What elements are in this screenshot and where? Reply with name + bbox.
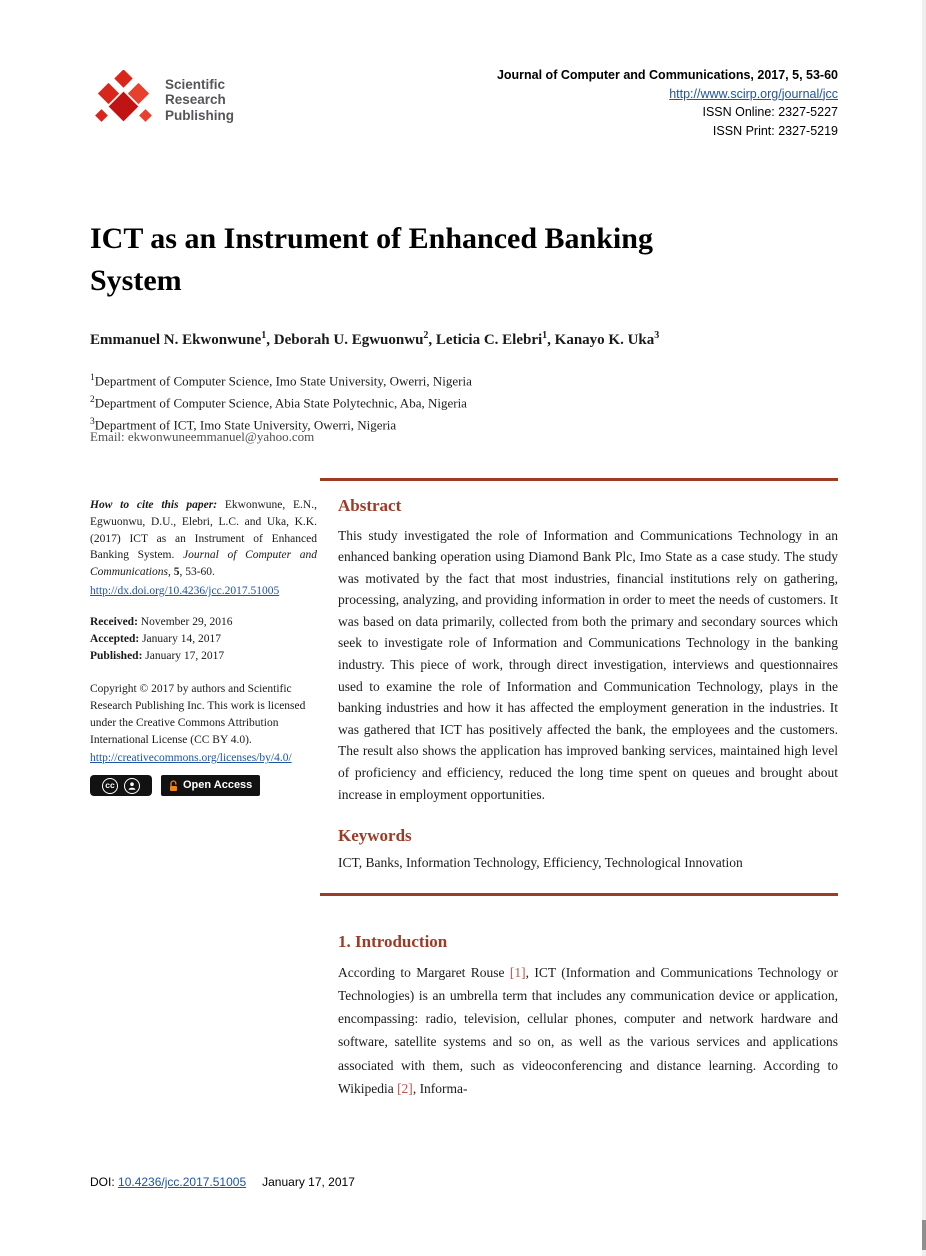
published-date: Published: January 17, 2017 — [90, 650, 225, 663]
footer-doi-link[interactable]: 10.4236/jcc.2017.51005 — [118, 1175, 247, 1189]
publication-date: January 17, 2017 — [262, 1175, 355, 1189]
doi-link[interactable]: http://dx.doi.org/10.4236/jcc.2017.51005 — [90, 584, 280, 597]
publisher-logo — [92, 70, 234, 130]
dates-block — [90, 614, 317, 665]
journal-url-link[interactable]: http://www.scirp.org/journal/jcc — [669, 86, 838, 101]
cc-icon: cc — [102, 778, 118, 794]
doi-label: DOI: — [90, 1175, 119, 1189]
author: Kanayo K. Uka$^3$ — [554, 330, 660, 348]
scrollbar-track[interactable] — [922, 0, 926, 1256]
citation-ref-2[interactable]: [2] — [397, 1080, 413, 1096]
open-lock-icon — [169, 780, 178, 792]
cc-license-link[interactable]: http://creativecommons.org/licenses/by/4.0/ — [90, 752, 292, 765]
affiliation: $^2$Department of Computer Science, Abia State Polytechnic, Aba, Nigeria — [90, 394, 467, 411]
accepted-date: Accepted: January 14, 2017 — [90, 633, 221, 646]
author-list — [90, 330, 659, 349]
article-title: ICT as an Instrument of Enhanced Banking System — [90, 222, 653, 298]
introduction-paragraph: According to Margaret Rouse [1], ICT (Information and Communications Technology or Technologies) is an umbrella term that includes any communication device or application, encompassing: radio, television, cellular phones, computer and network hardware and software, satellite systems and so on, as well as the various services and applications associated with them, such as videoconferencing and distance learning. According to Wikipedia [2], Informa- — [338, 964, 838, 1096]
journal-header-info — [497, 66, 838, 140]
issn-online: ISSN Online: 2327-5227 — [702, 105, 838, 119]
author: Leticia C. Elebri$^1$, — [435, 330, 555, 348]
affiliation-list — [90, 369, 472, 434]
section-rule-bottom — [320, 893, 838, 896]
publisher-logo-text — [165, 77, 234, 124]
logo-line: Scientific — [165, 76, 226, 92]
journal-citation-line: Journal of Computer and Communications, 2017, 5, 53-60 — [496, 68, 838, 82]
logo-line: Research — [165, 92, 226, 108]
citation-ref-1[interactable]: [1] — [509, 964, 526, 980]
abstract-heading: Abstract — [338, 495, 402, 515]
introduction-heading: 1. Introduction — [338, 931, 448, 951]
affiliation: $^3$Department of ICT, Imo State University, Owerri, Nigeria — [90, 416, 397, 432]
affiliation: $^1$Department of Computer Science, Imo State University, Owerri, Nigeria — [90, 373, 472, 389]
srp-diamonds-icon — [92, 70, 154, 130]
open-access-badge[interactable]: Open Access — [161, 775, 260, 796]
scrollbar-thumb[interactable] — [922, 1220, 926, 1250]
how-to-cite-block: How to cite this paper: Ekwonwune, E.N., Egwuonwu, D.U., Elebri, L.C. and Uka, K.K. (2017) ICT as an Instrument of Enhanced Banking System. Journal of Computer and Communications, 5, 53-60. — [90, 499, 317, 579]
keywords-text: ICT, Banks, Information Technology, Efficiency, Technological Innovation — [338, 855, 743, 871]
abstract-text: This study investigated the role of Information and Communications Technology in an enhanced banking operation using Diamond Bank Plc, Imo State as a case study. The study was motivated by the fact that most industries, financial institutions rely on gathering, processing, analyzing, and providing information in order to meet the needs of customers. It was based on data primarily, collected from both the primary and secondary sources which seek to investigate role of Information and Communications Technology in the banking industry. This piece of work, through direct investigation, interviews and questionnaires used to examine the role of Information and Communication Technology, plays in the banking industries and how it has affected the employment generation in the industries. It was gathered that ICT has positively affected the bank, the employees and the customers. The result also shows the application has improved banking services, maintained high level of proficiency and efficiency, reduced the long time spent on queues and brought about increase in employment opportunities. — [338, 527, 838, 802]
keywords-heading: Keywords — [338, 826, 412, 846]
author: Emmanuel N. Ekwonwune$^1$, — [90, 330, 274, 348]
logo-line: Publishing — [165, 107, 234, 123]
section-rule-top — [320, 478, 838, 481]
cc-by-badge[interactable] — [90, 775, 152, 796]
main-column — [320, 478, 838, 1100]
copyright-notice: Copyright © 2017 by authors and Scientific Research Publishing Inc. This work is licensed under the Creative Commons Attribution International License (CC BY 4.0). http://creativecommons.org/licenses/by/4.0/ — [90, 681, 317, 767]
person-icon — [124, 778, 140, 794]
page-footer — [90, 1175, 355, 1189]
author-email: Email: ekwonwuneemmanuel@yahoo.com — [90, 429, 315, 444]
author: Deborah U. Egwuonwu$^2$, — [273, 330, 436, 348]
license-badges — [90, 775, 317, 796]
received-date: Received: November 29, 2016 — [90, 615, 233, 628]
sidebar-metadata — [90, 497, 317, 796]
issn-print: ISSN Print: 2327-5219 — [712, 123, 838, 138]
